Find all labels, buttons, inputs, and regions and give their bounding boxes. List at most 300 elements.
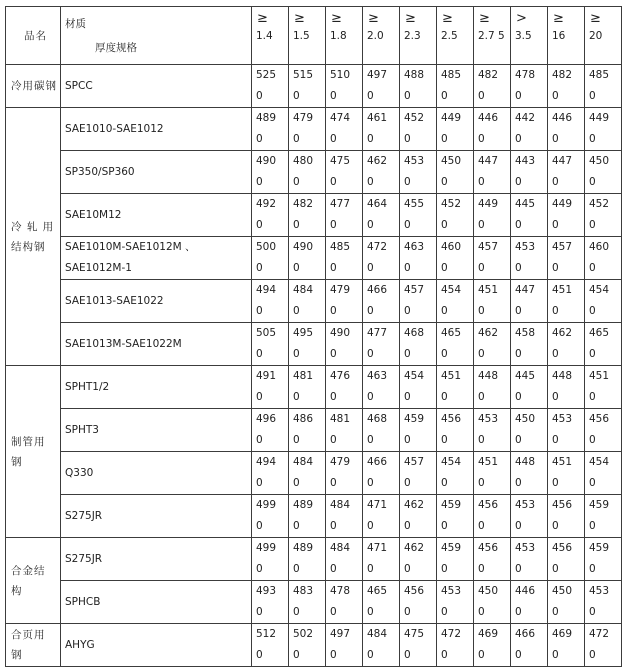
price-cell — [511, 452, 548, 495]
price-digits: 451 — [478, 284, 499, 296]
material-cell: SAE1010-SAE1012 — [61, 108, 252, 151]
price-trailing-digit: 0 — [404, 348, 411, 360]
price-cell — [326, 323, 363, 366]
price-cell — [511, 237, 548, 280]
price-trailing-digit: 0 — [515, 305, 522, 317]
price-digits: 494 — [256, 456, 277, 468]
material-cell: SPHT3 — [61, 409, 252, 452]
table-row — [6, 409, 622, 452]
price-trailing-digit: 0 — [478, 133, 485, 145]
price-digits: 451 — [478, 456, 499, 468]
price-cell — [363, 366, 400, 409]
price-digits: 482 — [478, 69, 499, 81]
price-digits: 447 — [552, 155, 573, 167]
price-trailing-digit: 0 — [330, 348, 337, 360]
price-cell — [474, 65, 511, 108]
price-digits: 482 — [293, 198, 314, 210]
price-cell — [474, 624, 511, 667]
price-trailing-digit: 0 — [293, 563, 300, 575]
price-digits: 453 — [515, 499, 536, 511]
table-row — [6, 108, 622, 151]
price-digits: 456 — [478, 499, 499, 511]
price-trailing-digit: 0 — [256, 391, 263, 403]
price-trailing-digit: 0 — [404, 176, 411, 188]
price-cell — [326, 452, 363, 495]
price-digits: 454 — [441, 456, 462, 468]
price-cell — [363, 151, 400, 194]
price-trailing-digit: 0 — [515, 477, 522, 489]
price-digits: 456 — [404, 585, 425, 597]
price-trailing-digit: 0 — [515, 649, 522, 661]
price-cell — [252, 151, 289, 194]
price-trailing-digit: 0 — [293, 305, 300, 317]
price-cell — [400, 323, 437, 366]
price-cell — [474, 452, 511, 495]
price-digits: 446 — [478, 112, 499, 124]
thickness-col-header — [511, 7, 548, 65]
price-trailing-digit: 0 — [404, 520, 411, 532]
price-cell — [474, 194, 511, 237]
price-trailing-digit: 0 — [404, 90, 411, 102]
price-trailing-digit: 0 — [256, 348, 263, 360]
table-row — [6, 280, 622, 323]
price-digits: 502 — [293, 628, 314, 640]
price-cell — [326, 237, 363, 280]
price-digits: 481 — [330, 413, 351, 425]
price-cell — [474, 538, 511, 581]
price-cell — [437, 366, 474, 409]
price-digits: 476 — [330, 370, 351, 382]
price-trailing-digit: 0 — [478, 391, 485, 403]
price-trailing-digit: 0 — [404, 305, 411, 317]
price-trailing-digit: 0 — [404, 563, 411, 575]
price-trailing-digit: 0 — [478, 477, 485, 489]
price-trailing-digit: 0 — [404, 391, 411, 403]
price-cell — [326, 538, 363, 581]
price-trailing-digit: 0 — [367, 90, 374, 102]
category-cell: 制管用 钢 — [6, 366, 61, 538]
price-table — [5, 6, 622, 667]
table-row — [6, 452, 622, 495]
price-digits: 481 — [293, 370, 314, 382]
table-row — [6, 323, 622, 366]
price-cell — [289, 194, 326, 237]
price-cell — [548, 538, 585, 581]
price-trailing-digit: 0 — [441, 90, 448, 102]
price-digits: 457 — [552, 241, 573, 253]
price-cell — [548, 624, 585, 667]
material-cell: S275JR — [61, 495, 252, 538]
price-digits: 486 — [293, 413, 314, 425]
price-trailing-digit: 0 — [293, 262, 300, 274]
price-trailing-digit: 0 — [478, 305, 485, 317]
price-digits: 450 — [441, 155, 462, 167]
price-cell — [437, 323, 474, 366]
thickness-col-header — [252, 7, 289, 65]
price-cell — [289, 452, 326, 495]
thickness-value: 3.5 — [515, 30, 532, 42]
price-digits: 485 — [589, 69, 610, 81]
price-cell — [585, 452, 622, 495]
price-trailing-digit: 0 — [256, 133, 263, 145]
price-cell — [400, 280, 437, 323]
price-digits: 472 — [441, 628, 462, 640]
price-cell — [252, 323, 289, 366]
price-cell — [400, 624, 437, 667]
price-trailing-digit: 0 — [589, 391, 596, 403]
price-cell — [474, 108, 511, 151]
price-trailing-digit: 0 — [552, 563, 559, 575]
price-cell — [474, 495, 511, 538]
price-trailing-digit: 0 — [330, 391, 337, 403]
price-cell — [400, 495, 437, 538]
price-trailing-digit: 0 — [552, 90, 559, 102]
price-trailing-digit: 0 — [404, 649, 411, 661]
thickness-col-header — [474, 7, 511, 65]
thickness-value: 16 — [552, 30, 566, 42]
price-digits: 461 — [367, 112, 388, 124]
price-digits: 459 — [441, 499, 462, 511]
price-trailing-digit: 0 — [404, 133, 411, 145]
material-cell: SPCC — [61, 65, 252, 108]
price-trailing-digit: 0 — [552, 434, 559, 446]
thickness-symbol: ≥ — [331, 11, 342, 26]
price-trailing-digit: 0 — [478, 606, 485, 618]
price-digits: 458 — [515, 327, 536, 339]
price-trailing-digit: 0 — [441, 606, 448, 618]
price-digits: 484 — [367, 628, 388, 640]
price-trailing-digit: 0 — [441, 219, 448, 231]
price-cell — [585, 409, 622, 452]
price-cell — [252, 280, 289, 323]
price-digits: 451 — [589, 370, 610, 382]
price-cell — [548, 65, 585, 108]
price-trailing-digit: 0 — [404, 219, 411, 231]
price-trailing-digit: 0 — [552, 348, 559, 360]
price-cell — [252, 538, 289, 581]
thickness-symbol: ≥ — [479, 11, 490, 26]
price-digits: 468 — [367, 413, 388, 425]
price-trailing-digit: 0 — [589, 434, 596, 446]
price-digits: 510 — [330, 69, 351, 81]
material-header-label: 材质 — [65, 18, 86, 30]
price-trailing-digit: 0 — [404, 477, 411, 489]
material-cell: SAE1010M-SAE1012M 、SAE1012M-1 — [61, 237, 252, 280]
price-trailing-digit: 0 — [330, 133, 337, 145]
price-cell — [437, 538, 474, 581]
price-trailing-digit: 0 — [441, 520, 448, 532]
price-cell — [585, 581, 622, 624]
thickness-col-header — [363, 7, 400, 65]
price-cell — [400, 237, 437, 280]
price-cell — [548, 495, 585, 538]
material-cell: SP350/SP360 — [61, 151, 252, 194]
price-cell — [252, 65, 289, 108]
category-cell: 冷 轧 用 结构钢 — [6, 108, 61, 366]
price-cell — [511, 409, 548, 452]
price-digits: 484 — [330, 542, 351, 554]
price-digits: 452 — [441, 198, 462, 210]
price-trailing-digit: 0 — [552, 477, 559, 489]
price-trailing-digit: 0 — [589, 606, 596, 618]
thickness-symbol: ≥ — [590, 11, 601, 26]
price-digits: 445 — [515, 370, 536, 382]
price-trailing-digit: 0 — [589, 262, 596, 274]
price-digits: 479 — [330, 284, 351, 296]
price-trailing-digit: 0 — [293, 348, 300, 360]
price-cell — [474, 151, 511, 194]
thickness-value: 1.8 — [330, 30, 347, 42]
table-row — [6, 65, 622, 108]
price-cell — [437, 581, 474, 624]
price-trailing-digit: 0 — [404, 434, 411, 446]
price-digits: 475 — [330, 155, 351, 167]
price-trailing-digit: 0 — [256, 563, 263, 575]
price-cell — [474, 366, 511, 409]
price-trailing-digit: 0 — [515, 262, 522, 274]
price-cell — [585, 108, 622, 151]
price-cell — [400, 108, 437, 151]
header-row — [6, 7, 622, 65]
price-trailing-digit: 0 — [293, 477, 300, 489]
price-trailing-digit: 0 — [256, 477, 263, 489]
price-digits: 469 — [478, 628, 499, 640]
price-cell — [289, 280, 326, 323]
price-trailing-digit: 0 — [589, 520, 596, 532]
price-trailing-digit: 0 — [515, 563, 522, 575]
price-trailing-digit: 0 — [404, 262, 411, 274]
price-digits: 471 — [367, 499, 388, 511]
price-trailing-digit: 0 — [330, 563, 337, 575]
price-cell — [548, 323, 585, 366]
price-cell — [511, 65, 548, 108]
price-trailing-digit: 0 — [441, 649, 448, 661]
thickness-symbol: ≥ — [405, 11, 416, 26]
price-trailing-digit: 0 — [478, 563, 485, 575]
price-trailing-digit: 0 — [367, 219, 374, 231]
price-trailing-digit: 0 — [404, 606, 411, 618]
price-cell — [511, 581, 548, 624]
price-digits: 462 — [478, 327, 499, 339]
price-trailing-digit: 0 — [256, 305, 263, 317]
price-trailing-digit: 0 — [515, 606, 522, 618]
price-trailing-digit: 0 — [367, 649, 374, 661]
price-cell — [326, 280, 363, 323]
price-cell — [400, 366, 437, 409]
thickness-symbol: > — [516, 11, 527, 26]
price-digits: 465 — [367, 585, 388, 597]
price-digits: 456 — [552, 542, 573, 554]
price-cell — [400, 538, 437, 581]
price-digits: 468 — [404, 327, 425, 339]
price-digits: 482 — [552, 69, 573, 81]
price-cell — [400, 194, 437, 237]
price-digits: 496 — [256, 413, 277, 425]
thickness-symbol: ≥ — [368, 11, 379, 26]
price-cell — [474, 581, 511, 624]
price-trailing-digit: 0 — [256, 649, 263, 661]
thickness-symbol: ≥ — [553, 11, 564, 26]
price-digits: 490 — [293, 241, 314, 253]
price-digits: 465 — [441, 327, 462, 339]
price-cell — [511, 194, 548, 237]
price-digits: 489 — [256, 112, 277, 124]
price-cell — [511, 624, 548, 667]
thickness-col-header — [585, 7, 622, 65]
price-trailing-digit: 0 — [367, 348, 374, 360]
price-cell — [474, 237, 511, 280]
price-cell — [474, 409, 511, 452]
price-digits: 466 — [515, 628, 536, 640]
price-digits: 462 — [367, 155, 388, 167]
price-digits: 453 — [515, 241, 536, 253]
price-cell — [437, 151, 474, 194]
price-cell — [511, 323, 548, 366]
category-cell: 合页用 钢 — [6, 624, 61, 667]
material-cell: SAE1013-SAE1022 — [61, 280, 252, 323]
price-trailing-digit: 0 — [552, 176, 559, 188]
thickness-col-header — [289, 7, 326, 65]
price-digits: 451 — [441, 370, 462, 382]
price-trailing-digit: 0 — [589, 133, 596, 145]
price-trailing-digit: 0 — [589, 348, 596, 360]
price-digits: 452 — [589, 198, 610, 210]
price-cell — [289, 237, 326, 280]
price-digits: 457 — [404, 456, 425, 468]
price-digits: 447 — [478, 155, 499, 167]
price-cell — [511, 151, 548, 194]
thickness-value: 1.4 — [256, 30, 273, 42]
price-trailing-digit: 0 — [367, 133, 374, 145]
price-digits: 459 — [404, 413, 425, 425]
price-trailing-digit: 0 — [330, 219, 337, 231]
table-row — [6, 194, 622, 237]
price-cell — [252, 409, 289, 452]
price-digits: 479 — [293, 112, 314, 124]
price-trailing-digit: 0 — [552, 520, 559, 532]
price-cell — [252, 495, 289, 538]
price-trailing-digit: 0 — [441, 348, 448, 360]
price-digits: 455 — [404, 198, 425, 210]
material-cell: SPHT1/2 — [61, 366, 252, 409]
price-cell — [548, 237, 585, 280]
price-cell — [585, 65, 622, 108]
price-trailing-digit: 0 — [330, 90, 337, 102]
price-cell — [400, 452, 437, 495]
price-digits: 450 — [552, 585, 573, 597]
price-cell — [437, 452, 474, 495]
price-cell — [252, 237, 289, 280]
price-digits: 448 — [552, 370, 573, 382]
price-digits: 448 — [515, 456, 536, 468]
price-trailing-digit: 0 — [256, 176, 263, 188]
thickness-value: 1.5 — [293, 30, 310, 42]
price-trailing-digit: 0 — [256, 219, 263, 231]
price-cell — [363, 65, 400, 108]
price-digits: 491 — [256, 370, 277, 382]
price-cell — [511, 538, 548, 581]
price-digits: 472 — [367, 241, 388, 253]
price-cell — [437, 624, 474, 667]
price-cell — [511, 280, 548, 323]
price-trailing-digit: 0 — [330, 649, 337, 661]
price-digits: 462 — [404, 542, 425, 554]
price-digits: 454 — [404, 370, 425, 382]
category-cell: 合金结 构 — [6, 538, 61, 624]
price-cell — [252, 581, 289, 624]
price-digits: 493 — [256, 585, 277, 597]
table-row — [6, 624, 622, 667]
category-header: 品名 — [6, 7, 61, 65]
price-trailing-digit: 0 — [256, 520, 263, 532]
price-digits: 452 — [404, 112, 425, 124]
price-cell — [585, 624, 622, 667]
price-trailing-digit: 0 — [552, 606, 559, 618]
price-cell — [585, 151, 622, 194]
price-digits: 459 — [441, 542, 462, 554]
price-trailing-digit: 0 — [589, 219, 596, 231]
price-cell — [326, 65, 363, 108]
price-trailing-digit: 0 — [515, 391, 522, 403]
price-cell — [585, 366, 622, 409]
table-row — [6, 237, 622, 280]
price-trailing-digit: 0 — [441, 434, 448, 446]
price-digits: 456 — [441, 413, 462, 425]
price-digits: 490 — [256, 155, 277, 167]
price-digits: 474 — [330, 112, 351, 124]
price-cell — [585, 194, 622, 237]
price-cell — [289, 366, 326, 409]
price-cell — [437, 108, 474, 151]
price-cell — [363, 581, 400, 624]
material-cell: S275JR — [61, 538, 252, 581]
price-cell — [474, 323, 511, 366]
price-digits: 465 — [589, 327, 610, 339]
price-cell — [548, 366, 585, 409]
material-cell: SPHCB — [61, 581, 252, 624]
price-trailing-digit: 0 — [293, 391, 300, 403]
price-digits: 450 — [478, 585, 499, 597]
price-cell — [289, 409, 326, 452]
price-trailing-digit: 0 — [515, 176, 522, 188]
price-cell — [326, 194, 363, 237]
price-trailing-digit: 0 — [330, 520, 337, 532]
price-trailing-digit: 0 — [478, 262, 485, 274]
price-digits: 492 — [256, 198, 277, 210]
price-digits: 485 — [330, 241, 351, 253]
price-trailing-digit: 0 — [441, 176, 448, 188]
price-cell — [363, 495, 400, 538]
price-digits: 454 — [441, 284, 462, 296]
thickness-value: 2.0 — [367, 30, 384, 42]
price-cell — [289, 323, 326, 366]
price-digits: 456 — [552, 499, 573, 511]
price-cell — [252, 624, 289, 667]
price-digits: 453 — [589, 585, 610, 597]
price-trailing-digit: 0 — [589, 176, 596, 188]
price-trailing-digit: 0 — [441, 262, 448, 274]
price-cell — [252, 194, 289, 237]
price-cell — [252, 108, 289, 151]
price-cell — [326, 366, 363, 409]
price-digits: 446 — [515, 585, 536, 597]
price-digits: 462 — [552, 327, 573, 339]
price-cell — [289, 495, 326, 538]
price-digits: 466 — [367, 456, 388, 468]
table-row — [6, 581, 622, 624]
table-row — [6, 538, 622, 581]
price-digits: 475 — [404, 628, 425, 640]
